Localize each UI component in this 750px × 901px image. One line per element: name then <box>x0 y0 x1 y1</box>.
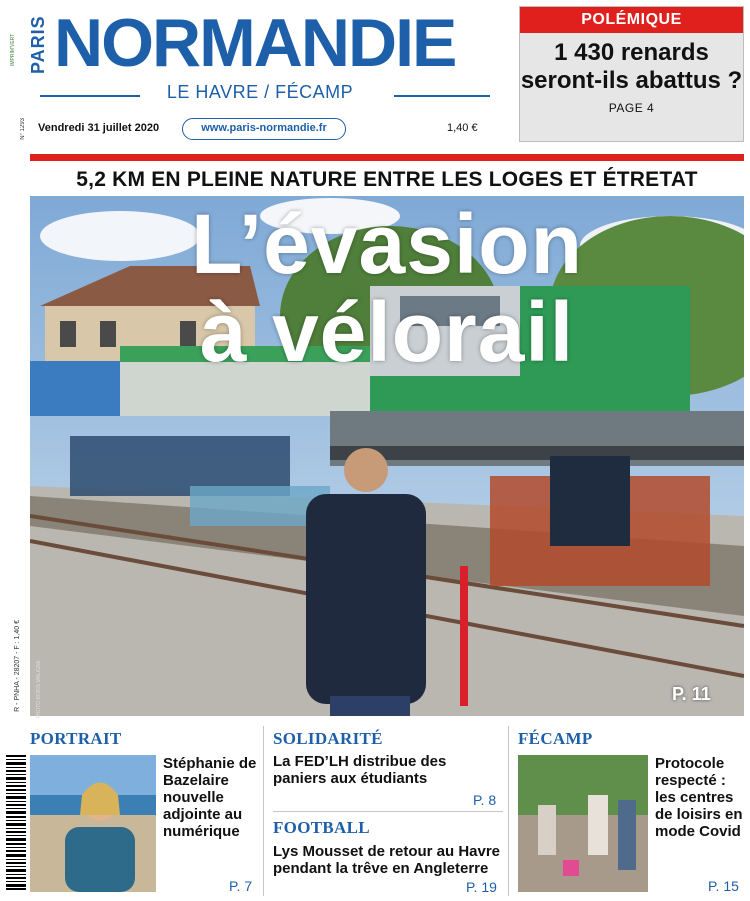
solidarite-head: SOLIDARITÉ <box>273 729 383 748</box>
solidarite-text: La FED’LH distribue des paniers aux étudiants <box>273 753 447 787</box>
red-rule <box>30 154 744 161</box>
portrait-head: PORTRAIT <box>30 729 122 748</box>
cover-page-ref: P. 11 <box>672 684 711 704</box>
edition-rule-left <box>40 95 140 97</box>
fecamp-text: Protocole respecté : les centres de loisirs en mode Covid <box>655 755 743 840</box>
fecamp-page: P. 15 <box>708 878 739 894</box>
cover-headline-line2: à vélorail <box>199 285 575 379</box>
column-divider-1 <box>263 726 264 896</box>
issue-price: 1,40 € <box>447 122 478 134</box>
edition-rule-right <box>394 95 490 97</box>
masthead-paris: PARIS <box>28 15 48 75</box>
website-link[interactable]: www.paris-normandie.fr <box>182 118 346 140</box>
portrait-text: Stéphanie de Bazelaire nouvelle adjointe au numérique <box>163 755 257 840</box>
fecamp-photo <box>518 755 648 892</box>
barcode-icon <box>6 755 26 890</box>
issue-number: N° 1293 <box>20 118 26 140</box>
football-head: FOOTBALL <box>273 818 370 837</box>
masthead-brand: NORMANDIE <box>54 5 456 81</box>
solidarite-page: P. 8 <box>473 792 497 808</box>
imprim-vert-logo: IMPRIM'VERT <box>10 33 16 66</box>
side-code: R - PNHA - 28207 - F : 1,40 € <box>14 620 21 712</box>
issue-date: Vendredi 31 juillet 2020 <box>38 122 160 134</box>
portrait-photo <box>30 755 156 892</box>
section-divider <box>273 811 503 812</box>
photo-credit: PHOTO BORIS MALIGNE <box>36 660 42 719</box>
football-page: P. 19 <box>466 879 497 895</box>
football-text: Lys Mousset de retour au Havre pendant la trêve en Angleterre <box>273 843 501 877</box>
teaser-tag: POLÉMIQUE <box>520 7 743 33</box>
column-divider-2 <box>508 726 509 896</box>
teaser-page: PAGE 4 <box>608 101 655 115</box>
fecamp-head: FÉCAMP <box>518 729 593 748</box>
cover-kicker: 5,2 KM EN PLEINE NATURE ENTRE LES LOGES ET ÉTRETAT <box>76 168 698 191</box>
teaser-box[interactable] <box>519 6 744 142</box>
masthead-edition: LE HAVRE / FÉCAMP <box>166 82 354 102</box>
cover-headline <box>30 197 744 379</box>
teaser-title: 1 430 renards seront-ils abattus ? <box>520 39 743 94</box>
cover-headline-line1: L’évasion <box>191 197 583 291</box>
portrait-page: P. 7 <box>229 878 253 894</box>
